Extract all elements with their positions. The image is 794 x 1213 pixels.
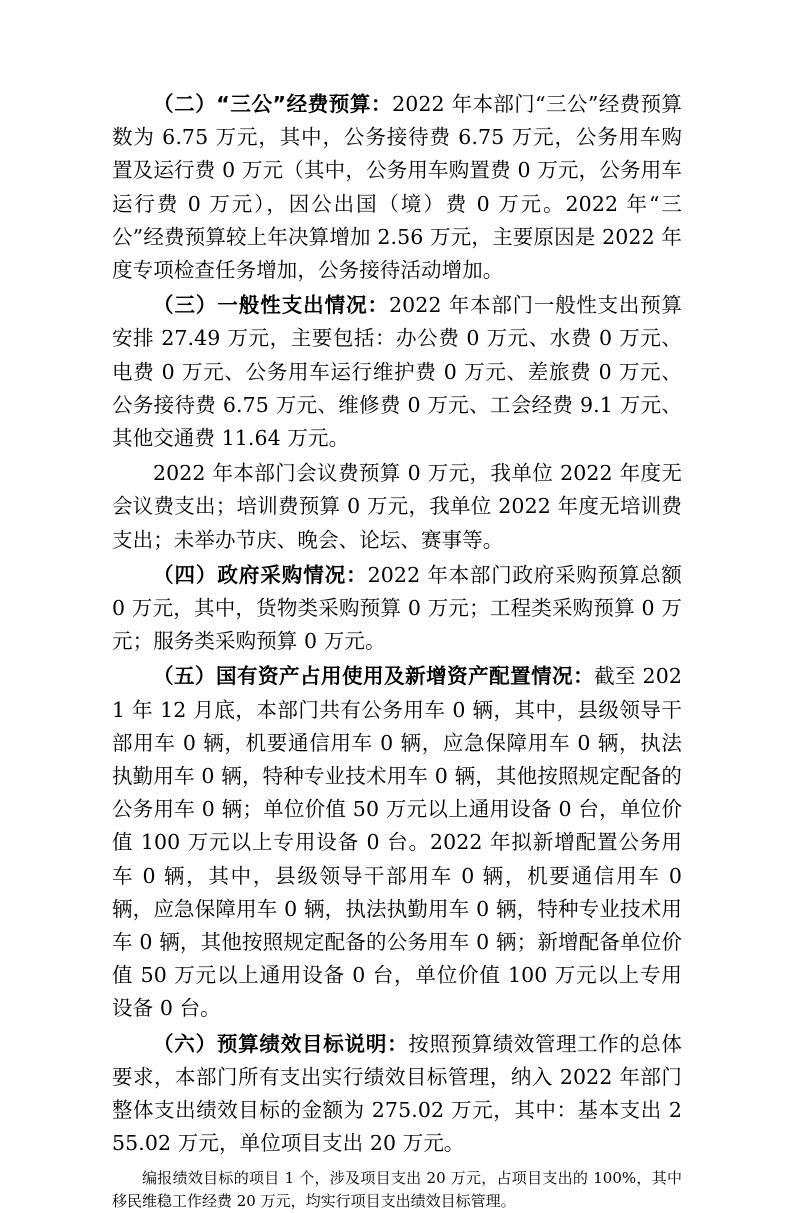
paragraph-lead-section-three: （三）一般性支出情况： xyxy=(153,293,389,317)
paragraph-text-section-six: 按照预算绩效管理工作的总体要求，本部门所有支出实行绩效目标管理，纳入 2022 年部门整体支出绩效目标的金额为 275.02 万元，其中：基本支出 255.02 万元，单位项目支出 20 万元。 xyxy=(112,1032,682,1156)
document-body xyxy=(112,88,682,1213)
paragraph-text-section-four: 2022 年本部门政府采购预算总额 0 万元，其中，货物类采购预算 0 万元；工程类采购预算 0 万元；服务类采购预算 0 万元。 xyxy=(112,563,682,653)
paragraph-lead-section-two: （二）“三公”经费预算： xyxy=(153,92,392,116)
paragraph-section-six xyxy=(112,1028,682,1161)
paragraph-text-meeting-training: 2022 年本部门会议费预算 0 万元，我单位 2022 年度无会议费支出；培训费预算 0 万元，我单位 2022 年度无培训费支出；未举办节庆、晚会、论坛、赛事等。 xyxy=(112,461,682,551)
paragraph-section-four xyxy=(112,559,682,659)
paragraph-text-section-two: 2022 年本部门“三公”经费预算数为 6.75 万元，其中，公务接待费 6.75 万元，公务用车购置及运行费 0 万元（其中，公务用车购置费 0 万元，公务用车运行费 0 万元），因公出国（境）费 0 万元。2022 年“三公”经费预算较上年决算增加 2.56 万元，主要原因是 2022 年度专项检查任务增加，公务接待活动增加。 xyxy=(112,92,682,282)
paragraph-meeting-training xyxy=(112,457,682,557)
paragraph-text-section-five: 截至 2021 年 12 月底，本部门共有公务用车 0 辆，其中，县级领导干部用车 0 辆，机要通信用车 0 辆，应急保障用车 0 辆，执法执勤用车 0 辆，特种专业技术用车 0 辆，其他按照规定配备的公务用车 0 辆；单位价值 50 万元以上通用设备 0 台，单位价值 100 万元以上专用设备 0 台。2022 年拟新增配置公务用车 0 辆，其中，县级领导干部用车 0 辆，机要通信用车 0 辆，应急保障用车 0 辆，执法执勤用车 0 辆，特种专业技术用车 0 辆，其他按照规定配备的公务用车 0 辆；新增配备单位价值 50 万元以上通用设备 0 台，单位价值 100 万元以上专用设备 0 台。 xyxy=(112,664,682,1020)
paragraph-lead-section-four: （四）政府采购情况： xyxy=(153,563,368,587)
paragraph-lead-section-five: （五）国有资产占用使用及新增资产配置情况： xyxy=(153,664,594,688)
paragraph-text-section-three: 2022 年本部门一般性支出预算安排 27.49 万元，主要包括：办公费 0 万元、水费 0 万元、电费 0 万元、公务用车运行维护费 0 万元、差旅费 0 万元、公务接待费 6.75 万元、维修费 0 万元、工会经费 9.1 万元、其他交通费 11.64 万元。 xyxy=(112,293,682,450)
paragraph-section-three xyxy=(112,289,682,455)
paragraph-section-two xyxy=(112,88,682,287)
footnote-performance-target: 编报绩效目标的项目 1 个，涉及项目支出 20 万元，占项目支出的 100%，其中移民维稳工作经费 20 万元，均实行项目支出绩效目标管理。 xyxy=(112,1167,682,1213)
paragraph-lead-section-six: （六）预算绩效目标说明： xyxy=(153,1032,408,1056)
paragraph-section-five xyxy=(112,660,682,1025)
